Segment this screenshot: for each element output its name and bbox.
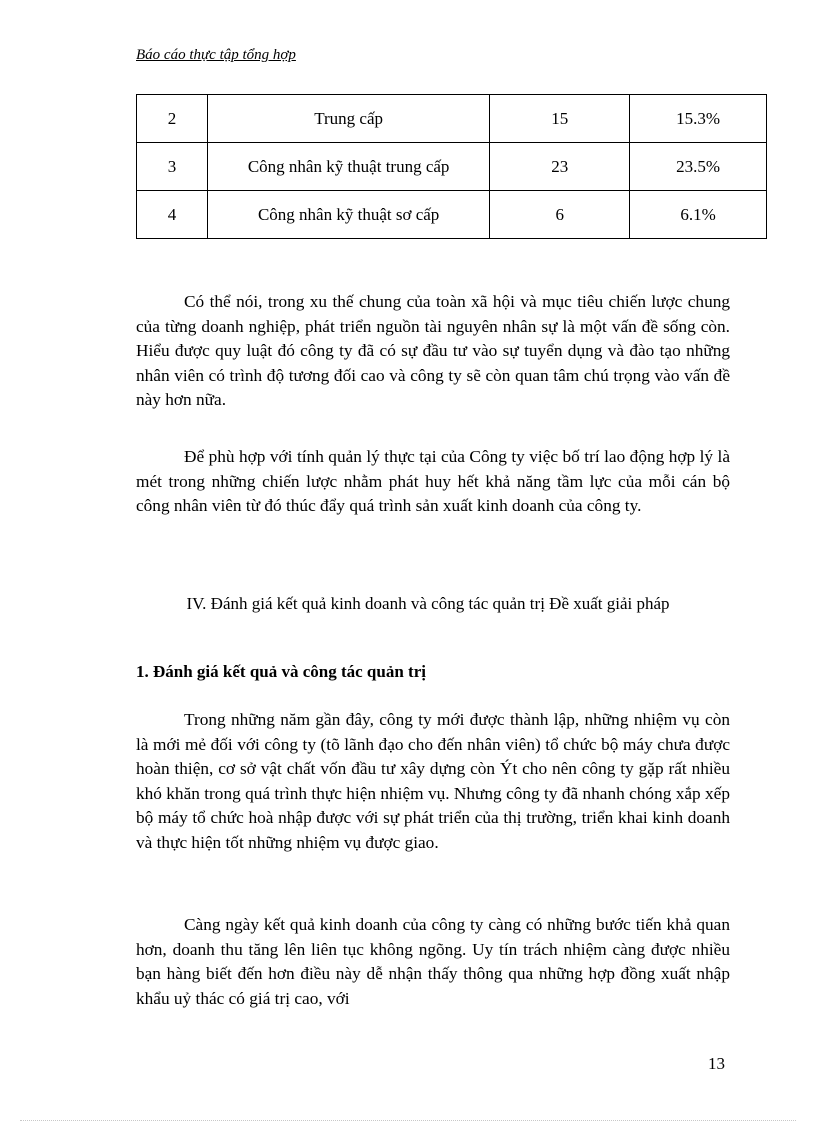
paragraph-labor-arrangement: Để phù hợp với tính quản lý thực tại của Công ty việc bố trí lao động hợp lý là mét trong những chiến lược nhằm phát huy hết khả năng tầm lực của mỗi cán bộ công nhân viên từ đó thúc đẩy quá trình sản xuất kinh doanh của công ty.: [136, 447, 730, 516]
qualification-label: Trung cấp: [207, 95, 490, 143]
paragraph-recent-years: Trong những năm gần đây, công ty mới được thành lập, những nhiệm vụ còn là mới mẻ đối với công ty (tõ lãnh đạo cho đến nhân viên) tổ chức bộ máy chưa được hoàn thiện, cơ sở vật chất vốn đầu tư xây dựng còn Ýt cho nên công ty gặp rất nhiều khó khăn trong quá trình thực hiện nhiệm vụ. Nhưng công ty đã nhanh chóng xắp xếp bộ máy tổ chức hoà nhập được với sự phát triển của thị trường, triển khai kinh doanh và thực hiện tốt những nhiệm vụ được giao.: [136, 710, 730, 852]
table-row: [137, 95, 767, 143]
row-number: 3: [137, 143, 208, 191]
staff-count: 15: [490, 95, 630, 143]
staff-percent: 6.1%: [630, 191, 767, 239]
staff-count: 23: [490, 143, 630, 191]
qualification-label: Công nhân kỹ thuật trung cấp: [207, 143, 490, 191]
row-number: 2: [137, 95, 208, 143]
section-heading: IV. Đánh giá kết quả kinh doanh và công tác quản trị Đề xuất giải pháp: [186, 594, 670, 613]
page-number: 13: [708, 1054, 725, 1073]
table-row: [137, 191, 767, 239]
running-header: Báo cáo thực tập tổng hợp: [136, 47, 296, 63]
subsection-heading: 1. Đánh giá kết quả và công tác quản trị: [136, 662, 426, 681]
table-row: [137, 143, 767, 191]
paragraph-business-results: Càng ngày kết quả kinh doanh của công ty càng có những bước tiến khả quan hơn, doanh thu tăng lên liên tục không ngõng. Uy tín trách nhiệm càng được nhiều bạn hàng biết đến hơn điều này dễ nhận thấy thông qua những hợp đồng xuất nhập khẩu uỷ thác có giá trị cao, với: [136, 915, 730, 1008]
staff-count: 6: [490, 191, 630, 239]
staff-percent: 15.3%: [630, 95, 767, 143]
qualification-label: Công nhân kỹ thuật sơ cấp: [207, 191, 490, 239]
staff-table: [136, 94, 767, 239]
staff-percent: 23.5%: [630, 143, 767, 191]
footer-divider: [20, 1120, 796, 1121]
row-number: 4: [137, 191, 208, 239]
paragraph-hr-importance: Có thể nói, trong xu thế chung của toàn xã hội và mục tiêu chiến lược chung của từng doanh nghiệp, phát triển nguồn tài nguyên nhân sự là một vấn đề sống còn. Hiểu được quy luật đó công ty đã có sự đầu tư vào sự tuyển dụng và đào tạo những nhân viên có trình độ tương đối cao và công ty sẽ còn quan tâm chú trọng vào vấn đề này hơn nữa.: [136, 292, 730, 410]
